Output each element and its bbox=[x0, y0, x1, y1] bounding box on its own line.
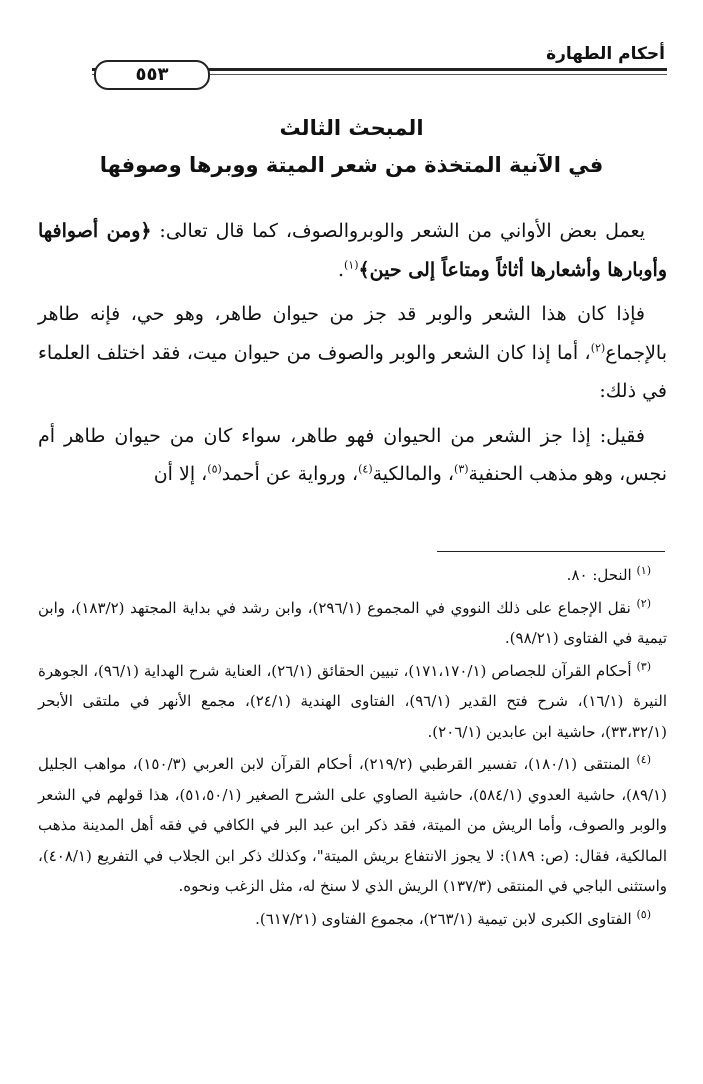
p2-text-b: ، أما إذا كان الشعر والوبر والصوف من حيوان ميت، فقد اختلف العلماء في ذلك: bbox=[38, 341, 667, 402]
paragraph-1 bbox=[38, 212, 667, 289]
footnote-text: النحل: ٨٠. bbox=[566, 566, 632, 584]
footnote bbox=[38, 904, 667, 935]
section-title: المبحث الثالث bbox=[279, 116, 424, 140]
section-subtitle: في الآنية المتخذة من شعر الميتة ووبرها وصوفها bbox=[99, 153, 604, 177]
footnote-ref-1[interactable]: (١) bbox=[343, 258, 359, 272]
footnote-text: المنتقى (١٨٠/١)، تفسير القرطبي (٢١٩/٢)، أحكام القرآن لابن العربي (١٥٠/٣)، مواهب الجليل (٨٩/١)، حاشية العدوي (٥٨٤/١)، حاشية الصاوي على الشرح الصغير (٥١،٥٠/١)، هذا قولهم في الشعر والوبر والصوف، وأما الريش من الميتة، فقد ذكر ابن عبد البر في الكافي في فقه أهل المدينة مذهب المالكية، فقال: (ص: ١٨٩): لا يجوز الانتفاع بريش الميتة"، وكذلك ذكر ابن الجلاب في التفريع (٤٠٨/١)، واستثنى الباجي في المنتقى (١٣٧/٣) الريش الذي لا سنخ له، مثل الزغب ونحوه. bbox=[38, 755, 668, 895]
p2-text-a: فإذا كان هذا الشعر والوبر قد جز من حيوان طاهر، وهو حي، فإنه طاهر بالإجماع bbox=[38, 303, 667, 364]
paragraph-3 bbox=[38, 417, 667, 494]
footnote-text: الفتاوى الكبرى لابن تيمية (٢٦٣/١)، مجموع الفتاوى (٦١٧/٢١). bbox=[255, 909, 632, 928]
footnote-text: أحكام القرآن للجصاص (١٧١،١٧٠/١)، تبيين الحقائق (٢٦/١)، العناية شرح الهداية (٩٦/١)، الجوهرة النيرة (١٦/١)، شرح فتح القدير (٩٦/١)، الفتاوى الهندية (٢٤/١)، مجمع الأنهر في ملتقى الأبحر (٣٣،٣٢/١)، حاشية ابن عابدين (٢٠٦/١). bbox=[38, 661, 668, 741]
footnote bbox=[38, 656, 667, 748]
p3-text-c: ، ورواية عن أحمد bbox=[221, 463, 359, 485]
paragraph-2 bbox=[38, 295, 667, 411]
footnote-ref-4[interactable]: (٤) bbox=[358, 462, 373, 476]
running-title: أحكام الطهارة bbox=[546, 44, 665, 64]
footnote-text: نقل الإجماع على ذلك النووي في المجموع (٢٩٦/١)، وابن رشد في بداية المجتهد (١٨٣/٢)، وابن تيمية في الفتاوى (٩٨/٢١). bbox=[38, 598, 667, 647]
footnote bbox=[38, 560, 667, 591]
footnote-mark: (٥) bbox=[636, 907, 651, 921]
footnote-separator bbox=[437, 551, 665, 552]
footnote bbox=[38, 593, 667, 654]
footnote bbox=[38, 749, 667, 902]
p3-text-b: ، والمالكية bbox=[372, 463, 455, 485]
footnote-ref-5[interactable]: (٥) bbox=[207, 462, 222, 476]
p1-end: . bbox=[337, 258, 344, 281]
p3-text-d: ، إلا أن bbox=[153, 463, 208, 485]
quran-verse: ﴿ومن أصوافها وأوبارها وأشعارها أثاثاً ومتاعاً إلى حين﴾ bbox=[38, 220, 667, 281]
footnote-mark: (١) bbox=[636, 564, 651, 577]
p3-text-a: فقيل: إذا جز الشعر من الحيوان فهو طاهر، سواء كان من حيوان طاهر أم نجس، وهو مذهب الحنفية bbox=[38, 424, 667, 485]
footnote-mark: (٤) bbox=[636, 753, 651, 766]
footnote-ref-2[interactable]: (٢) bbox=[590, 341, 606, 355]
page-number: ٥٥٣ bbox=[94, 60, 210, 90]
footnotes bbox=[38, 560, 667, 936]
p1-text: يعمل بعض الأواني من الشعر والوبروالصوف، كما قال تعالى: bbox=[151, 220, 646, 242]
footnote-mark: (٣) bbox=[636, 659, 651, 673]
footnote-ref-3[interactable]: (٣) bbox=[454, 462, 469, 476]
body-text bbox=[38, 212, 667, 500]
footnote-mark: (٢) bbox=[636, 596, 651, 610]
